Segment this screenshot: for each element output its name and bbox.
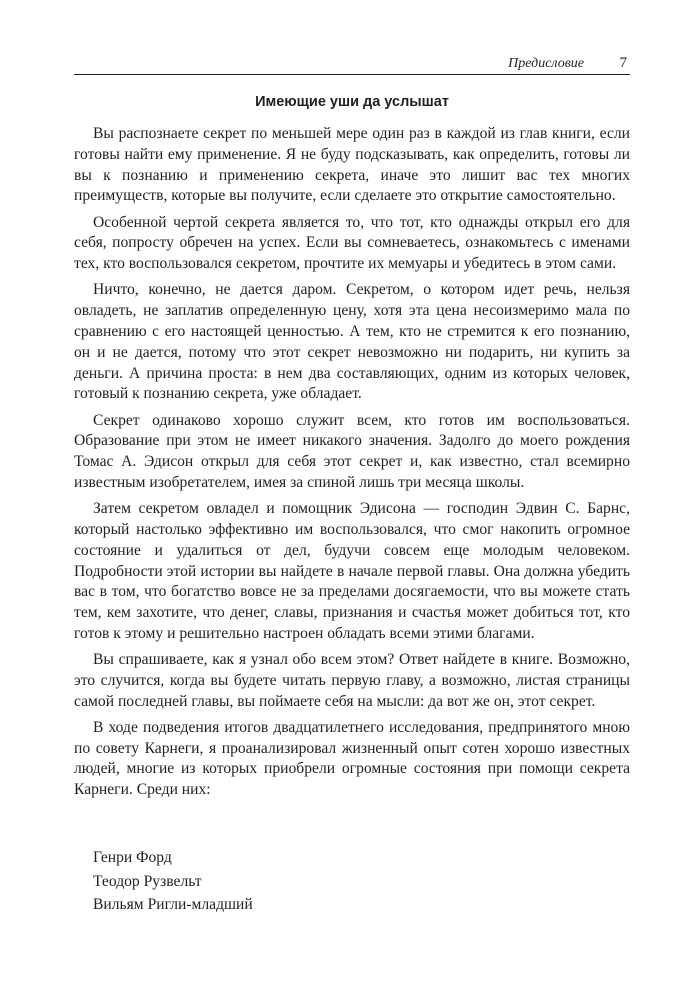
chapter-subheading: Имеющие уши да услышат [255,94,449,110]
list-item: Вильям Ригли-младший [93,896,253,913]
page-number: 7 [619,55,627,71]
paragraph: В ходе подведения итогов двадцатилетнего исследования, предпринятого мною по совету Карнеги, я проанализировал жизненный опыт сотен хорошо известных людей, многие из которых приобрели огромные состояния при помощи секрета Карнеги. Среди них: [74,718,630,799]
paragraph: Секрет одинаково хорошо служит всем, кто готов им воспользоваться. Образование при этом не имеет никакого значения. Задолго до моего рождения Томас А. Эдисон открыл для себя этот секрет и, как известно, стал всемирно известным изобретателем, имея за спиной лишь три месяца школы. [74,411,630,491]
list-item: Генри Форд [93,849,172,866]
running-header [74,56,630,75]
body-text [74,124,630,801]
paragraph: Вы распознаете секрет по меньшей мере один раз в каждой из глав книги, если готовы найти ему применение. Я не буду подсказывать, как определить, готовы ли вы к познанию и применению секрета, иначе это лишит вас тех многих преимуществ, которые вы получите, если сделаете это открытие самостоятельно. [74,125,630,205]
paragraph: Затем секретом овладел и помощник Эдисона — господин Эдвин С. Барнс, который настолько эффективно им воспользовался, что смог накопить огромное состояние и удалиться от дел, будучи совсем еще молодым человеком. Подробности этой истории вы найдете в начале первой главы. Она должна убедить вас в том, что богатство вовсе не за пределами досягаемости, что вы можете стать тем, кем захотите, что денег, славы, признания и счастья может добиться тот, кто готов к этому и решительно настроен обладать всеми этими благами. [74,500,630,642]
book-page [74,0,630,1001]
paragraph: Вы спрашиваете, как я узнал обо всем этом? Ответ найдете в книге. Возможно, это случится, когда вы будете читать первую главу, а возможно, листая страницы самой последней главы, вы поймаете себя на мысли: да вот же он, этот секрет. [74,651,630,710]
names-list [93,846,253,917]
paragraph: Ничто, конечно, не дается даром. Секретом, о котором идет речь, нельзя овладеть, не заплатив определенную цену, хотя эта цена несоизмеримо мала по сравнению с его настоящей ценностью. А тем, кто не стремится к его познанию, он и не дается, потому что этот секрет невозможно ни подарить, ни купить за деньги. А причина проста: в нем два составляющих, одним из которых человек, готовый к познанию секрета, уже обладает. [74,281,630,403]
section-title: Предисловие [508,56,584,71]
list-item: Теодор Рузвельт [93,872,202,890]
paragraph: Особенной чертой секрета является то, что тот, кто однажды открыл его для себя, попросту обречен на успех. Если вы сомневаетесь, ознакомьтесь с именами тех, кто воспользовался секретом, прочтите их мемуары и убедитесь в этом сами. [74,213,630,273]
